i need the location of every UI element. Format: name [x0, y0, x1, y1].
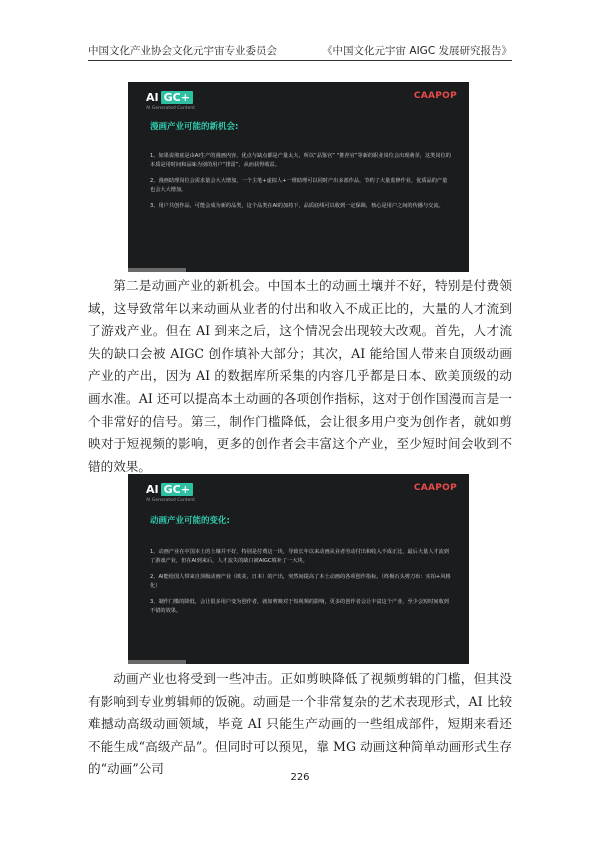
logo-ai-text: AI [146, 483, 159, 496]
logo-ai-text: AI [146, 91, 159, 104]
slide-point: 1、动画产业在中国本土的土壤并不好，特别是付费这一块，导致长年以来动画从业者劳动付出和收入不成正比，最后大量人才流到了游戏产业，但在AI到来后，人才流失的缺口被AIGC填补了一大块。 [150, 549, 449, 564]
header-left-text: 中国文化产业协会文化元宇宙专业委员会 [88, 45, 277, 57]
logo-gc-badge: GC+ [161, 91, 193, 104]
brand-logo: CAAPOP [413, 483, 457, 493]
header-right-text: 《中国文化元宇宙 AIGC 发展研究报告》 [322, 45, 512, 57]
slide-point: 3、制作门槛的降低，会让很多用户变为创作者，就如剪映对于短视频的影响，更多的创作者会让丰富这个产业，至少会短时间收到不错的效果。 [150, 599, 449, 614]
brand-logo: CAAPOP [413, 91, 457, 101]
logo-gc-badge: GC+ [161, 483, 193, 496]
body-paragraph: 第二是动画产业的新机会。中国本土的动画土壤并不好，特别是付费领域，这导致常年以来动画从业者的付出和收入不成正比的，大量的人才流到了游戏产业。但在 AI 到来之后，这个情况会出现较大改观。首先，人才流失的缺口会被 AIGC 创作填补大部分；其次，AI 能给国人带来自顶级动画产业的产出，因为 AI 的数据库所采集的内容几乎都是日本、欧美顶级的动画水准。AI 还可以提高本土动画的各项创作指标，这对于创作国漫而言是一个非常好的信号。第三，制作门槛降低，会让很多用户变为创作者，就如剪映对于短视频的影响，更多的创作者会丰富这个产业，至少短时间会收到不错的效果。 [88, 278, 512, 474]
page-number: 226 [290, 772, 310, 783]
slide-point: 3、用户共创作品，可能会成为新的品类，这个品类在AI的加持下，品质底线可以收到一定保障，核心是用户之间的传播与交流。 [150, 203, 444, 209]
logo-subtitle: AI Generated Content [146, 106, 196, 111]
slide-point: 2、漫画助理岗位会需求量会大大增加，一个主笔+虚拟人+一堆助理可以同时产出多部作品，节约了大量监修作业，优质品的产量也会大大增加。 [150, 178, 448, 193]
slide-image-comics [128, 82, 469, 272]
aigc-logo [146, 91, 193, 104]
slide-footer-bar [128, 660, 186, 664]
body-paragraph: 动画产业也将受到一些冲击。正如剪映降低了视频剪辑的门槛，但其没有影响到专业剪辑师的饭碗。动画是一个非常复杂的艺术表现形式，AI 比较难撼动高级动画领域，毕竟 AI 只能生产动画的一些组成部件，短期来看还不能生成“高级产品”。但同时可以预见，靠 MG 动画这种简单动画形式生存的“动画”公司 [88, 671, 512, 777]
slide-points [150, 152, 451, 218]
slide-image-animation [128, 474, 469, 664]
slide-points [150, 548, 451, 623]
slide-point: 1、如果说彻底是由AI生产的漫画内容，优点与缺点都是产量太大，所以“品鉴官” “推荐官”等新的职业岗位会出现萌芽，这类岗位的本质是用时间和品味为别的用户“排雷”，从而获得收益。 [150, 153, 451, 168]
slide-footer-bar [128, 268, 186, 272]
aigc-logo [146, 483, 193, 496]
slide-point: 2、AI能给国人带来自顶级动画产业（欧美、日本）的产出，突然间提高了本土动画的各项创作指标。（终极石头剪刀布：实拍+风格化） [150, 574, 451, 589]
logo-subtitle: AI Generated Content [146, 498, 196, 503]
slide-title: 漫画产业可能的新机会: [150, 122, 239, 132]
header-rule [88, 60, 512, 61]
page-header [88, 40, 512, 58]
slide-title: 动画产业可能的变化: [150, 516, 230, 526]
